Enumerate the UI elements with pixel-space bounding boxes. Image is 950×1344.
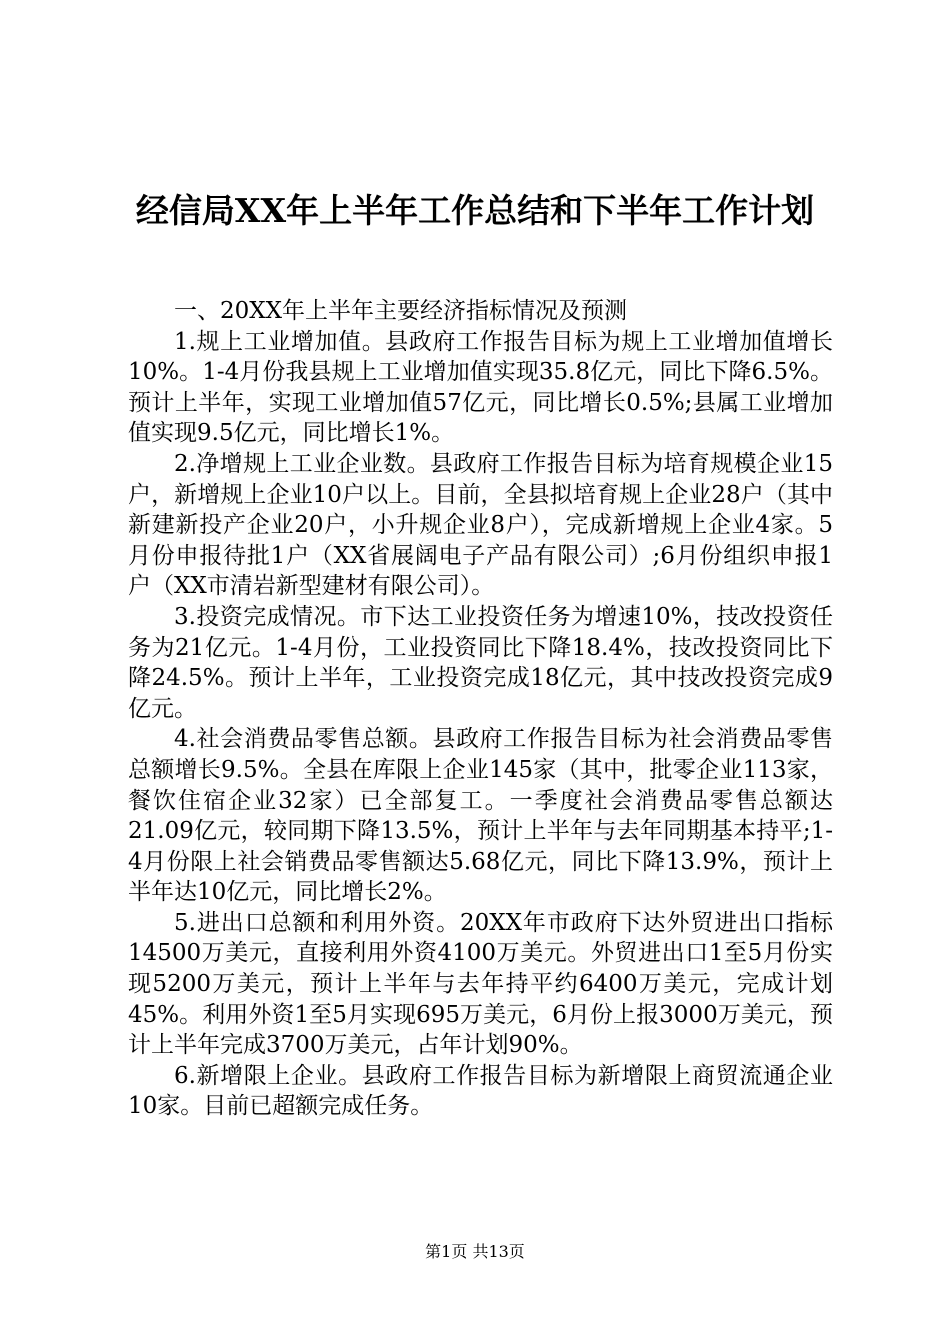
page-footer: 第1页 共13页 (425, 1242, 525, 1261)
paragraph-4: 4.社会消费品零售总额。县政府工作报告目标为社会消费品零售总额增长9.5%。全县在库限上企业145家（其中，批零企业113家，餐饮住宿企业32家）已全部复工。一季度社会消费品零售总额达21.09亿元，较同期下降13.5%，预计上半年与去年同期基本持平;1-4月份限上社会销费品零售额达5.68亿元，同比下降13.9%，预计上半年达10亿元，同比增长2%。 (128, 726, 833, 906)
paragraph-2: 2.净增规上工业企业数。县政府工作报告目标为培育规模企业15户，新增规上企业10户以上。目前，全县拟培育规上企业28户（其中新建新投产企业20户，小升规企业8户），完成新增规上企业4家。5月份申报待批1户（XX省展阔电子产品有限公司）;6月份组织申报1户（XX市清岩新型建材有限公司）。 (128, 450, 833, 600)
document-title: 经信局XX年上半年工作总结和下半年工作计划 (135, 191, 815, 230)
paragraph-3: 3.投资完成情况。市下达工业投资任务为增速10%，技改投资任务为21亿元。1-4月份，工业投资同比下降18.4%，技改投资同比下降24.5%。预计上半年，工业投资完成18亿元，其中技改投资完成9亿元。 (128, 603, 833, 722)
paragraph-6: 6.新增限上企业。县政府工作报告目标为新增限上商贸流通企业10家。目前已超额完成任务。 (128, 1062, 833, 1120)
paragraph-1: 1.规上工业增加值。县政府工作报告目标为规上工业增加值增长10%。1-4月份我县规上工业增加值实现35.8亿元，同比下降6.5%。预计上半年，实现工业增加值57亿元，同比增长0.5%;县属工业增加值实现9.5亿元，同比增长1%。 (128, 328, 833, 447)
paragraph-5: 5.进出口总额和利用外资。20XX年市政府下达外贸进出口指标14500万美元，直接利用外资4100万美元。外贸进出口1至5月份实现5200万美元，预计上半年与去年持平约6400万美元，完成计划45%。利用外资1至5月实现695万美元，6月份上报3000万美元，预计上半年完成3700万美元，占年计划90%。 (128, 909, 833, 1059)
section-heading: 一、20XX年上半年主要经济指标情况及预测 (174, 298, 628, 324)
document-body (128, 296, 833, 1122)
